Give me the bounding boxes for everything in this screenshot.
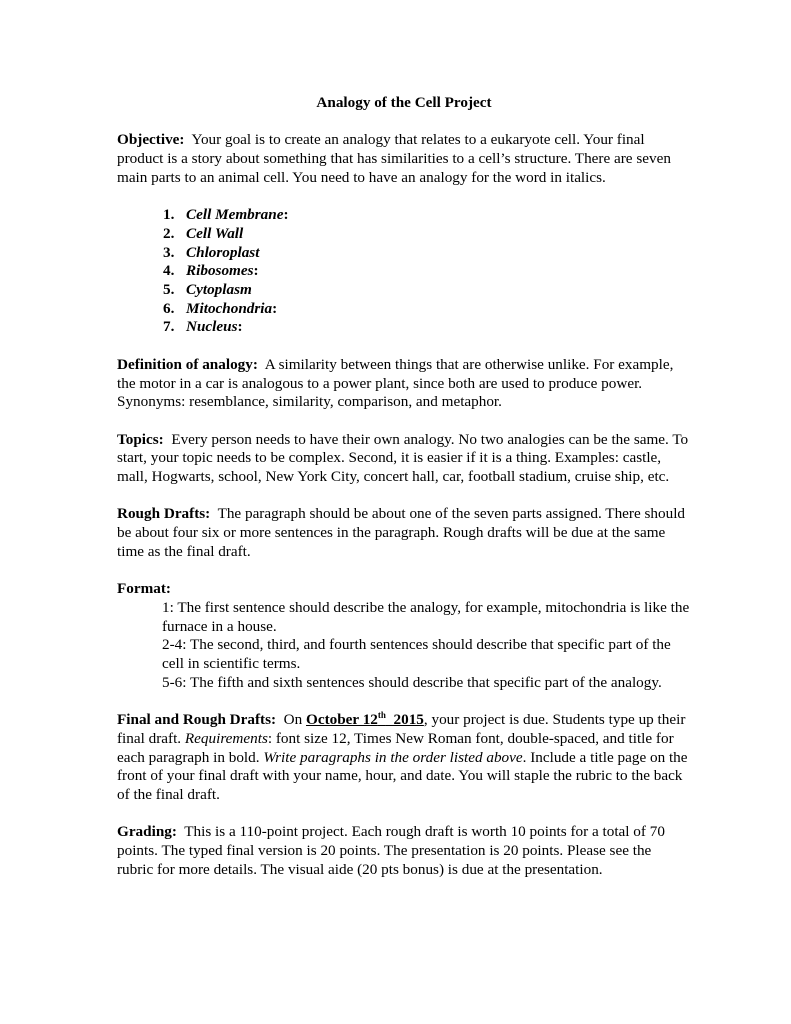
cell-part-item: 2. Cell Wall: [163, 224, 244, 242]
grading-text: This is a 110-point project. Each rough draft is worth 10 points for a total of 70 points. The typed final version is 20 points. The presentation is 20 points. Please see the rubric for more details. The visual aide (20 pts bonus) is due at the presentation.: [117, 823, 665, 878]
cell-part-item: 5. Cytoplasm: [163, 281, 252, 298]
cell-part-item: 3. Chloroplast: [163, 243, 260, 261]
definition-text: A similarity between things that are otherwise unlike. For example, the motor in a car is analogous to a power plant, since both are used to produce power. Synonyms: resemblance, similarity, comparison, and metaphor.: [117, 355, 674, 411]
format-item: 1: The first sentence should describe the analogy, for example, mitochondria is like the furnace in a house.: [162, 598, 690, 635]
rough-drafts-paragraph: [117, 505, 691, 561]
objective-label: Objective:: [117, 131, 185, 149]
due-date: October 12th 2015: [306, 710, 424, 729]
definition-label: Definition of analogy:: [117, 355, 258, 373]
final-text-2: : font size 12, Times New Roman font, double-spaced, and title for each paragraph in bold.: [117, 729, 674, 766]
cell-part-item: 4. Ribosomes:: [163, 262, 259, 280]
format-item: 5-6: The fifth and sixth sentences should describe that specific part of the analogy.: [162, 673, 662, 691]
final-text-3: . Include a title page on the front of your final draft with your name, hour, and date. You will staple the rubric to the back of the final draft.: [117, 748, 688, 803]
cell-part-item: 7. Nucleus:: [163, 318, 243, 336]
definition-paragraph: [117, 356, 691, 412]
page-title: Analogy of the Cell Project: [316, 94, 492, 111]
final-drafts-label: Final and Rough Drafts:: [117, 711, 277, 729]
final-on: On: [283, 711, 303, 729]
objective-text: Your goal is to create an analogy that relates to a eukaryote cell. Your final product is a story about something that has similarities to a cell’s structure. There are seven main parts to an animal cell. You need to have an analogy for the word in italics.: [117, 131, 671, 186]
final-drafts-paragraph: [117, 711, 691, 805]
format-item: 2-4: The second, third, and fourth sentences should describe that specific part of the cell in scientific terms.: [162, 636, 671, 672]
grading-label: Grading:: [117, 823, 177, 841]
cell-part-item: 1. Cell Membrane:: [163, 206, 289, 224]
grading-paragraph: [117, 823, 691, 879]
final-text-1: , your project is due. Students type up their final draft.: [117, 711, 686, 747]
cell-part-item: 6. Mitochondria:: [163, 299, 278, 317]
topics-paragraph: [117, 431, 691, 487]
order-note: Write paragraphs in the order listed above: [263, 748, 523, 766]
cell-parts-list: [117, 206, 691, 337]
topics-label: Topics:: [117, 430, 164, 448]
objective-paragraph: [117, 131, 691, 187]
requirements-label: Requirements: [184, 729, 268, 747]
topics-text: Every person needs to have their own analogy. No two analogies can be the same. To start, your topic needs to be complex. Second, it is easier if it is a thing. Examples: castle, mall, Hogwarts, school, New York City, concert hall, car, football stadium, cruise ship, etc.: [117, 430, 689, 485]
rough-drafts-label: Rough Drafts:: [117, 505, 211, 523]
format-section: [117, 580, 691, 692]
rough-drafts-text: The paragraph should be about one of the seven parts assigned. There should be about four six or more sentences in the paragraph. Rough drafts will be due at the same time as the final draft.: [117, 505, 686, 560]
format-label: Format:: [117, 580, 171, 598]
